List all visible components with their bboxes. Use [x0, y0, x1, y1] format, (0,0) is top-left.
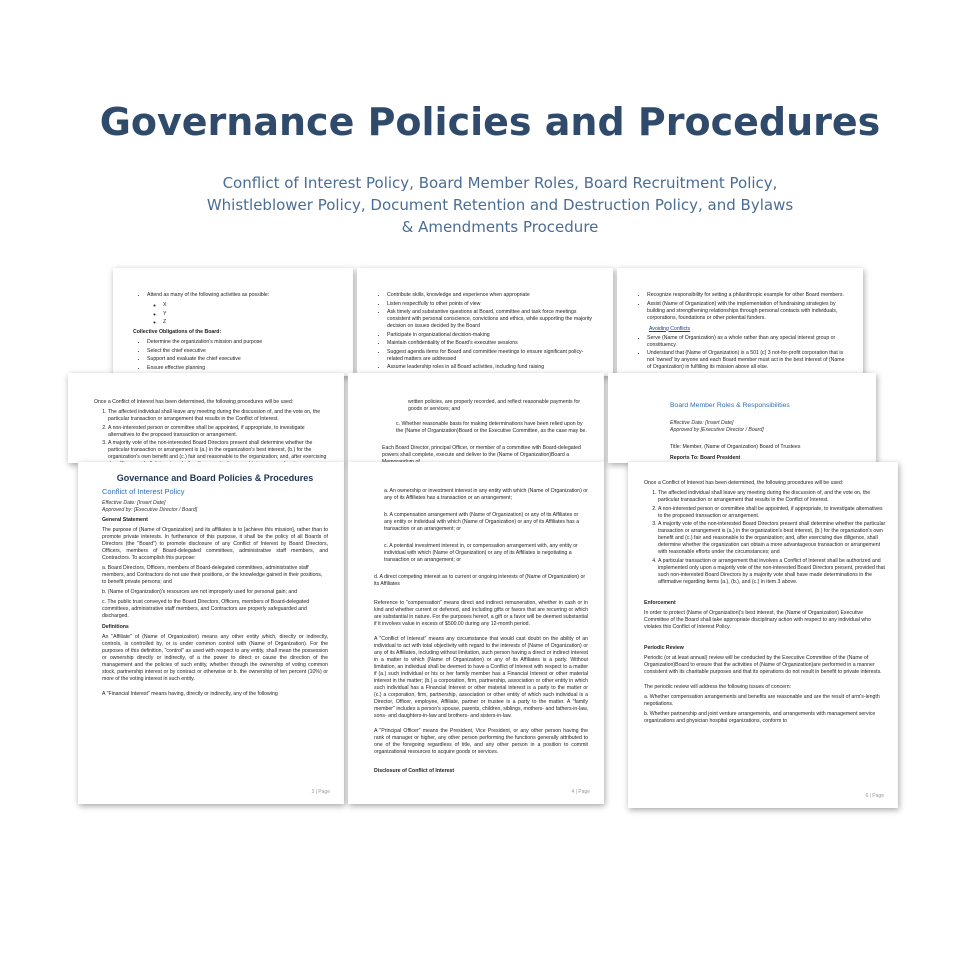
approved-by: Approved by [Executive Director / Board] — [670, 427, 764, 434]
list-item: 3. A majority vote of the non-interested Board Directors present shall determine whether the particular transaction or arrangement is (a.) in the organization's best interest, (b.) for the organization's own benefit and (c.) fair and reasonable to the organization; and, after exercising — [108, 440, 328, 475]
list-item: 2. A non-interested person or committee shall be appointed, if appropriate, to investigate alternatives to the proposed transaction or arrangement. — [108, 425, 328, 439]
list-item: a. An ownership or investment interest in any entity with which (Name of Organization) or any of its Affiliates has a transaction or an arrangement; — [384, 488, 588, 502]
list-item: 2. A non-interested person or committee shall be appointed, if appropriate, to investigate alternatives to the proposed transaction or arrangement. — [658, 506, 886, 520]
list-item: 3. A majority vote of the non-interested Board Directors present shall determine whether the particular transaction or arrangement is (a.) in the organization's best interest, (b.) for the organization's own benefit and (c.) fair and reasonable to the organization; and, after exercising due diligence, shall determine whether the organization can obtain a more advantageous transaction or arrangement with reasonable efforts under the circumstances; and — [658, 521, 886, 556]
list-item: • Maintain confidentiality of the Board's executive sessions — [387, 340, 597, 347]
list-item: • Serve (Name of Organization) as a whole rather than any special interest group or constituency. — [647, 335, 849, 349]
paragraph: Once a Conflict of Interest has been determined, the following procedures will be used: — [644, 480, 844, 486]
paragraph: In order to protect (Name of Organization)'s best interest, the (Name of Organization) Executive Committee of the Board shall take appropriate disciplinary action with respect to any individual who violates this Conflict of Interest Policy. — [644, 609, 871, 630]
list-item: c. A potential investment interest in, or compensation arrangement with, any entity or individual with which (Name of Organization) or any of its Affiliates is negotiating a transaction or an arrangement; or — [384, 543, 578, 564]
bullet-list — [133, 339, 339, 372]
section-heading: Enforcement — [644, 599, 676, 606]
paragraph: written policies, are properly recorded, and reflect reasonable payments for goods or services; and — [408, 399, 581, 413]
paragraph: A "Financial Interest" means having, directly or indirectly, any of the following — [102, 690, 278, 697]
approved-by: Approved by: [Executive Director / Board] — [102, 507, 198, 514]
list-item: ◦ Z — [163, 319, 339, 326]
title-line: Title: Member, (Name of Organization) Board of Trustees — [670, 444, 801, 451]
page-subtitle: Conflict of Interest Policy, Board Member Roles, Board Recruitment Policy, Whistleblower Policy, Document Retention and Destruction Policy, and Bylaws & Amendments Procedure — [206, 174, 794, 236]
list-item: 4. A particular transaction or arrangement that involves a Conflict of Interest shall be authorized and implemented only upon a majority vote of the non-interested Board Directors present, provided that such non-interested Board Directors by a majority vote shall have made determinations in the affirmative regarding items (a.), (b.), and (c.) in item 3 above. — [658, 558, 886, 586]
bullet-list — [373, 292, 597, 371]
list-item: • Assume leadership roles in all Board activities, including fund raising — [387, 364, 597, 371]
list-item: b. A compensation arrangement with (Name of Organization) or any of its Affiliates or any entity or individual with which (Name of Organization) or any of its Affiliates has a transaction or an arrangement; or — [384, 512, 580, 533]
sub-list — [133, 302, 339, 326]
list-item: 1. The affected individual shall leave any meeting during the discussion of, and the vote on, the particular transaction or arrangement that results in the Conflict of Interest. — [108, 409, 328, 423]
section-heading: Avoiding Conflicts — [649, 325, 691, 332]
list-item: a. Board Directors, Officers, members of Board-delegated committees, administrative staff members, and Contractors do not use their positions, or the knowledge gained in their positions, to benefit private persons; and — [102, 565, 323, 586]
numbered-list — [644, 490, 886, 586]
paragraph: An "Affiliate" of (Name of Organization) means any other entity which, directly or indirectly, controls, is controlled by, or is under common control with (Name of Organization). For the purposes of this definition, "control" as used with respect to any entity, shall mean the possession or ownership directly or indirectly, of a the power to direct or cause the direction of the management and the policies of such entity, whether through the ownership of voting common stock, partnership interest or by contract or otherwise or b. the ownership of ten percent (10%) or more of the voting interest in such entity. — [102, 633, 328, 682]
section-heading: General Statement — [102, 517, 148, 524]
list-item: 1. The affected individual shall leave any meeting during the discussion of, and the vote on, the particular transaction or arrangement that results in the Conflict of Interest. — [658, 490, 886, 504]
doc-page-back-1 — [113, 268, 353, 376]
page-number: 6 | Page — [865, 793, 884, 800]
list-item: ◦ Y — [163, 311, 339, 318]
effective-date: Effective Date: [Insert Date] — [670, 420, 734, 427]
doc-page-back-2 — [357, 268, 613, 376]
effective-date: Effective Date: [Insert Date] — [102, 500, 166, 507]
doc-page-mid-3 — [608, 373, 876, 463]
bullet-list — [633, 292, 849, 322]
doc-page-mid-1 — [68, 373, 344, 463]
paragraph: The purpose of (Name of Organization) and its affiliates is to [achieve this mission], rather than to promote private interests. In furtherance of this purpose, it shall be the policy of all Boards of Directors (the "Board") to promote disclosure of any Conflict of Interest by Board Directors, Officers, members of Board-delegated committees, administrative staff members, and Contractors. To accomplish this purpose: — [102, 527, 328, 562]
list-item: a. Whether compensation arrangements and benefits are reasonable and are the result of arm's-length negotiations. — [644, 693, 880, 707]
list-item: c. The public trust conveyed to the Board Directors, Officers, members of Board-delegated committees, administrative staff members, and Contractors are properly safeguarded and discharged. — [102, 599, 310, 620]
paragraph: c. Whether reasonable basis for making determinations have been relied upon by the (Name of Organization)Board or the Executive Committee, as the case may be. — [396, 421, 587, 435]
list-item: • Contribute skills, knowledge and experience when appropriate — [387, 292, 597, 299]
page-number: 3 | Page — [311, 789, 330, 796]
paragraph: Once a Conflict of Interest has been determined, the following procedures will be used: — [94, 399, 294, 405]
paragraph: Periodic (or at least annual) review will be conducted by the Executive Committee of the (Name of Organization)Board to ensure that the activities of (Name of Organization)are performed in a manner consistent with its charitable purposes and that its operations do not result in benefit to private interests. — [644, 654, 882, 675]
policy-title: Conflict of Interest Policy — [102, 487, 185, 497]
section-heading: Periodic Review — [644, 644, 684, 651]
paragraph: Each Board Director, principal Officer, or member of a committee with Board-delegated powers shall complete, execute and deliver to the (Name of Organization)Board a — [382, 445, 581, 459]
list-item: • Select the chief executive — [147, 348, 339, 355]
doc-heading: Board Member Roles & Responsibilities — [670, 402, 790, 409]
list-item: • Suggest agenda items for Board and committee meetings to ensure significant policy-related matters are addressed — [387, 349, 597, 363]
page-title: Governance Policies and Procedures — [99, 100, 881, 144]
list-item: • Support and evaluate the chief executive — [147, 356, 339, 363]
list-item: b. (Name of Organization)'s resources are not improperly used for personal gain; and — [102, 589, 298, 596]
bullet-list — [633, 335, 849, 372]
list-item: • Listen respectfully to other points of view — [387, 301, 597, 308]
paragraph: A "Conflict of Interest" means any circumstance that would cast doubt on the ability of an individual to act with total objectivity with regard to the interests of (Name of Organization) or any of its Affiliates, including without limitation, such person having a direct or indirect interest in a matter to which (Name of Organization) or any of its Affiliates is a party. Without limitation, an individual shall be deemed to have a Conflict of Interest with respect to a matter if (a.) such individual or his or her family member has a Financial Interest or other material interest in the matter; (b.) a corporation, firm, partnership, association or other entity in which such individual has a Financial Interest or other material interest is a party to the matter or (c.) a corporation, firm, partnership, association or other entity of which such individual is a Director, Officer, employee, Affiliate, partner or trustee is a party to the matter. A "family member" includes a person's spouse, parents, children, siblings, mothers- and fathers-in-law, sons- and daughters-in-law and brothers- and sisters-in-law. — [374, 636, 588, 720]
list-item: d. A direct competing interest as to current or ongoing interests of (Name of Organization) or its Affiliates — [374, 574, 586, 588]
bullet-list — [133, 292, 339, 299]
paragraph: A "Principal Officer" means the President, Vice President, or any other person having the rank of manager or higher, any other person performing the functions generally attributed to one of the foregoing regardless of title, and any other person in a position to commit organizational resources to acquire goods or services. — [374, 728, 588, 756]
page-number: 4 | Page — [571, 789, 590, 796]
doc-page-front-2 — [348, 462, 604, 804]
paragraph: Reference to "compensation" means direct and indirect remuneration, whether in cash or in kind and whether current or deferred, and including gifts or favors that are recurring or which are substantial in nature. For the purposes hereof, a gift or a favor will be deemed substantial if it involves value in excess of $500.00 during any 12-month period. — [374, 600, 588, 628]
reports-line: Reports To: Board President — [670, 455, 741, 462]
list-item: • Participate in organizational decision-making — [387, 332, 597, 339]
list-item: ◦ X — [163, 302, 339, 309]
list-item: • Attend as many of the following activities as possible: — [147, 292, 339, 299]
list-item: • Ask timely and substantive questions at Board, committee and task force meetings consistent with personal conscience, convictions and ethics, while supporting the majority decision on issues decided by the Board — [387, 309, 597, 330]
section-heading: Disclosure of Conflict of Interest — [374, 768, 455, 775]
paragraph: The periodic review will address the following issues of concern: — [644, 683, 792, 690]
section-heading: Definitions — [102, 623, 129, 630]
doc-page-mid-2 — [348, 373, 604, 463]
doc-page-back-3 — [617, 268, 863, 376]
doc-page-front-1 — [78, 462, 344, 804]
doc-page-front-3 — [628, 462, 898, 808]
list-item: • Ensure effective planning — [147, 365, 339, 372]
doc-title: Governance and Board Policies & Procedures — [116, 473, 314, 483]
list-item: • Assist (Name of Organization) with the implementation of fundraising strategies by building and strengthening relationships through personal contacts with individuals, corporations, foundations or other potential funders. — [647, 301, 849, 322]
section-heading: Collective Obligations of the Board: — [133, 329, 222, 336]
list-item: • Determine the organization's mission and purpose — [147, 339, 339, 346]
list-item: • Recognize responsibility for setting a philanthropic example for other Board members. — [647, 292, 849, 299]
list-item: b. Whether partnership and joint venture arrangements, and arrangements with management service organizations and physician hospital organizations, conform to — [644, 710, 876, 724]
list-item: • Understand that (Name of Organization) is a 501 (c) 3 not-for-profit corporation that is not 'owned' by anyone and each Board member must act in the best interest of (Name of Organization) in fulfilling its mission above all else. — [647, 350, 849, 371]
